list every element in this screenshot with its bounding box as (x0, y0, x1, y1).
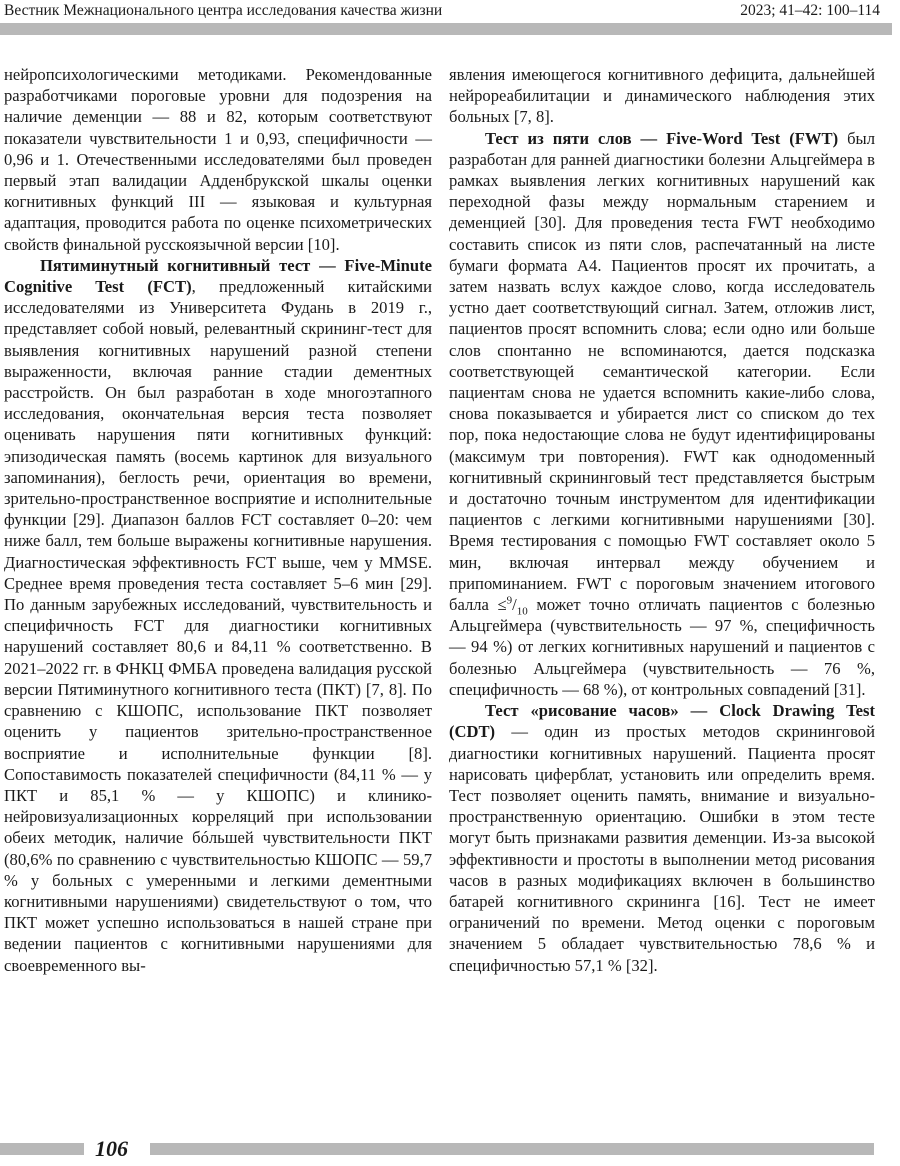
page-number: 106 (95, 1136, 128, 1161)
paragraph-text: , предложенный китайскими исследователями из Университета Фудань в 2019 г., представляет собой новый, релевантный скрининг-тест для выявления когнитивных нарушений разной степени выраженности, включая ранние стадии дементных расстройств. Он был разработан в ходе многоэтапного исследования, окончательная версия теста позволяет оценивать нарушения пяти когнитивных функций: эпизодическая память (восемь картинок для визуального запоминания), беглость речи, ориентация во времени, зрительно-пространственное восприятие и исполнительные функции [29]. Диапазон баллов FCT составляет 0–20: чем ниже балл, тем больше выражены когнитивные нарушения. Диагностическая эффективность FCT выше, чем у MMSE. Среднее время проведения теста составляет 5–6 мин [29]. По данным зарубежных исследований, чувствительность и специфичность FCT для диагностики когнитивных нарушений составляет 80,6 и 84,11 % соответственно. В 2021–2022 гг. в ФНКЦ ФМБА проведена валидация русской версии Пятиминутного когнитивного теста (ПКТ) [7, 8]. По сравнению с КШОПС, использование ПКТ позволяет оценить у пациентов зрительно-пространственное восприятие и исполнительные функции [8]. Сопоставимость показателей специфичности (84,11 % — у ПКТ и 85,1 % — у КШОПС) и клинико-нейровизуализационных корреляций при использовании обеих методик, наличие бóльшей чувствительности ПКТ (80,6% по сравнению с чувствительностью КШОПС — 59,7 % у больных с умеренными и легкими дементными когнитивными нарушениями) свидетельствуют о том, что ПКТ может успешно использоваться в нашей стране при ведении пациентов с когнитивными нарушениями для своевременного вы- (4, 277, 433, 975)
paragraph: нейропсихологическими методиками. Рекомендованные разработчиками пороговые уровни для подозрения на наличие деменции — 88 и 82, которым соответствуют показатели чувствительности 1 и 0,93, специфичности — 0,96 и 1. Отечественными исследователями был проведен первый этап валидации Адденбрукской шкалы оценки когнитивных функций III — языковая и культурная адаптация, проводится работа по оценке психометрических свойств финальной русскоязычной версии [10]. (4, 65, 432, 254)
page-footer (0, 1136, 900, 1162)
footer-rule-right (150, 1143, 874, 1155)
journal-title: Вестник Межнационального центра исследования качества жизни (4, 2, 443, 19)
left-column (4, 64, 432, 976)
page-header (0, 0, 900, 22)
footer-rule-left (0, 1143, 84, 1155)
paragraph: явления имеющегося когнитивного дефицита, дальнейшей нейрореабилитации и динамического наблюдения этих больных [7, 8]. (449, 65, 875, 127)
header-rule (0, 23, 892, 35)
fraction-denominator: 10 (516, 605, 528, 618)
paragraph-cdt (449, 700, 875, 976)
paragraph-text: был разработан для ранней диагностики болезни Альцгеймера в рамках выявления легких когнитивных нарушений как переходной фазы между нормальным старением и деменцией [30]. Для проведения теста FWT необходимо составить список из пяти слов, распечатанный на листе бумаги формата А4. Пациентов просят их прочитать, а затем назвать вслух каждое слово, когда исследователь устно дает соответствующий сигнал. Затем, отложив лист, пациентов просят вспомнить слова; если одно или больше слов спонтанно не вспоминаются, дается подсказка соответствующей семантической категории. Если пациентам снова не удается вспомнить какие-либо слова, снова показывается и убирается лист со списком до тех пор, пока недостающие слова не будут идентифицированы (максимум три повторения). FWT как однодоменный когнитивный скрининговый тест представляется быстрым и достаточно точным инструментом для идентификации пациентов с легкими когнитивными нарушениями [30]. Время тестирования с помощью FWT составляет около 5 мин, включая интервал между обучением и припоминанием. FWT с пороговым значением итогового балла ≤ (449, 128, 875, 615)
fraction-numerator: 9 (506, 594, 513, 607)
section-heading-fwt: Тест из пяти слов — Five-Word Test (FWT) (485, 128, 839, 148)
paragraph-text: может точно отличать пациентов с болезнью Альцгеймера (чувствительность — 97 %, специфичность — 94 %) от легких когнитивных нарушений и пациентов с болезнью Альцгеймера (чувствительность — 76 %, специфичность — 68 %), от контрольных совпадений [31]. (449, 595, 875, 699)
paragraph-text: — один из простых методов скрининговой диагностики когнитивных нарушений. Пациента просят нарисовать циферблат, установить или определить время. Тест позволяет оценить память, внимание и визуально-пространственную ориентацию. Ошибки в этом тесте могут быть признаками развития деменции. Из-за высокой эффективности и простоты в выполнении метод рисования часов в разных модификациях включен в большинство батарей когнитивного скрининга [16]. Тест не имеет ограничений по времени. Метод оценки с пороговым значением 5 обладает чувствительностью 78,6 % и специфичностью 57,1 % [32]. (449, 722, 875, 975)
paragraph-fct (4, 255, 432, 976)
issue-info: 2023; 41–42: 100–114 (740, 2, 880, 19)
right-column (449, 64, 875, 976)
section-heading-fct: Пятиминутный когнитивный тест — Five-Minute Cognitive Test (FCT) (4, 255, 432, 297)
paragraph-fwt: Тест из пяти слов — Five-Word Test (FWT) был разработан для ранней диагностики болезни Альцгеймера в рамках выявления легких когнитивных нарушений как переходной фазы между нормальным старением и деменцией [30]. Для проведения теста FWT необходимо составить список из пяти слов, распечатанный на листе бумаги формата А4. Пациентов просят их прочитать, а затем назвать вслух каждое слово, когда исследователь устно дает соответствующий сигнал. Затем, отложив лист, пациентов просят вспомнить слова; если одно или больше слов спонтанно не вспоминаются, дается подсказка соответствующей семантической категории. Если пациентам снова не удается вспомнить какие-либо слова, снова показывается и убирается лист со списком до тех пор, пока недостающие слова не будут идентифицированы (максимум три повторения). FWT как однодоменный когнитивный скрининговый тест представляется быстрым и достаточно точным инструментом для идентификации пациентов с легкими когнитивными нарушениями [30]. Время тестирования с помощью FWT составляет около 5 мин, включая интервал между обучением и припоминанием. FWT с пороговым значением итогового балла $\le^9/_{10}$ может точно отличать пациентов с болезнью Альцгеймера (чувствительность — 97 %, специфичность — 94 %) от легких когнитивных нарушений и пациентов с болезнью Альцгеймера (чувствительность — 76 %, специфичность — 68 %), от контрольных совпадений [31]. (449, 128, 875, 699)
section-heading-cdt: Тест «рисование часов» — Clock Drawing Test (CDT) (449, 701, 875, 742)
